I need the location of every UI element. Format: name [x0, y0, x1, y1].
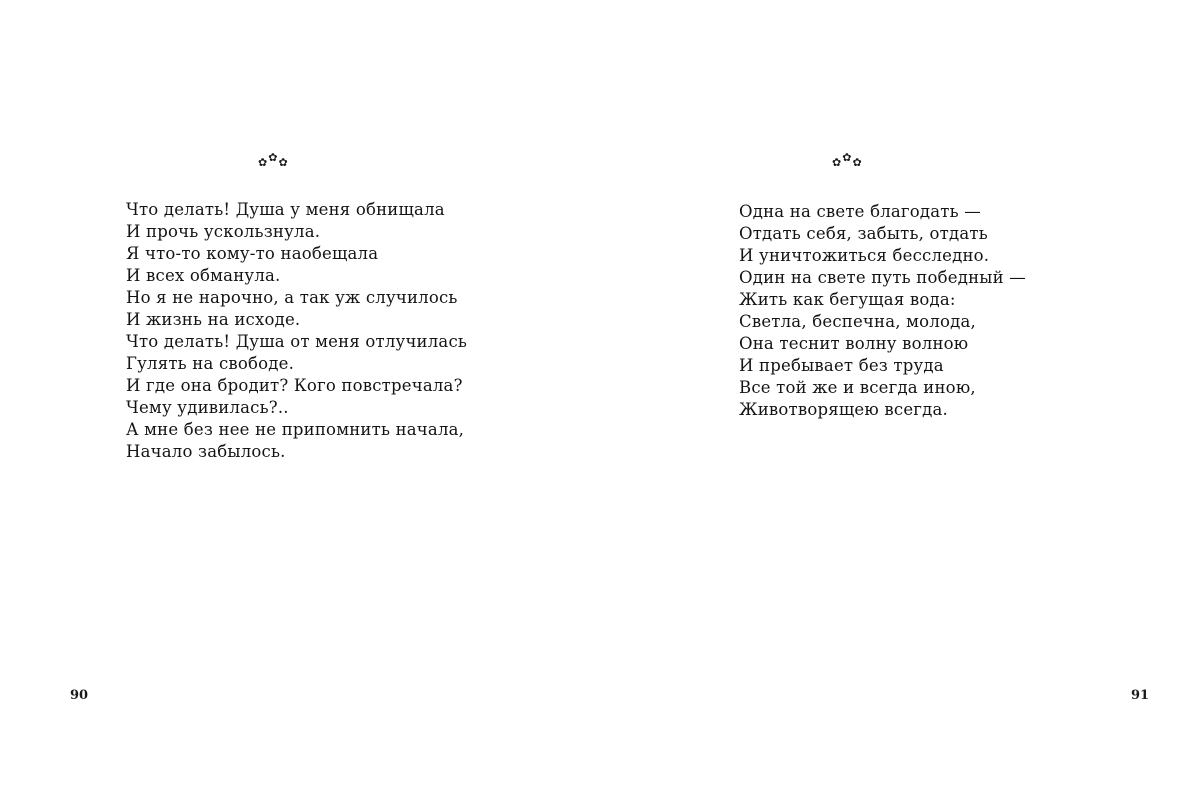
poem-line: Один на свете путь победный —	[739, 268, 1026, 287]
asterism-ornament: ✿✿✿	[832, 151, 863, 169]
poem-line: Одна на свете благодать —	[739, 202, 981, 221]
poem-line: Чему удивилась?..	[126, 398, 289, 417]
poem-line: Что делать! Душа у меня обнищала	[126, 200, 445, 219]
poem-line: И уничтожиться бесследно.	[739, 246, 990, 265]
page-number: 91	[1131, 688, 1150, 703]
poem-line: Отдать себя, забыть, отдать	[739, 224, 988, 243]
poem-line: Что делать! Душа от меня отлучилась	[126, 332, 468, 351]
right-page	[598, 0, 1197, 800]
poem-line: Начало забылось.	[126, 442, 286, 461]
page-number: 90	[70, 688, 89, 703]
poem-line: И прочь ускользнула.	[126, 222, 321, 241]
poem-line: И где она бродит? Кого повстречала?	[126, 376, 463, 395]
poem-line: И всех обманула.	[126, 266, 281, 285]
poem-line: И пребывает без труда	[739, 356, 944, 375]
poem-line: Светла, беспечна, молода,	[739, 312, 976, 331]
asterism-ornament: ✿✿✿	[258, 151, 289, 169]
poem-line: А мне без нее не припомнить начала,	[126, 420, 465, 439]
poem-text	[739, 201, 1026, 421]
poem-text	[126, 199, 467, 463]
poem-line: Она теснит волну волною	[739, 334, 969, 353]
left-page	[0, 0, 598, 800]
poem-line: Но я не нарочно, а так уж случилось	[126, 288, 458, 307]
poem-line: Животворящею всегда.	[739, 400, 948, 419]
poem-line: Гулять на свободе.	[126, 354, 295, 373]
poem-line: Все той же и всегда иною,	[739, 378, 976, 397]
poem-line: И жизнь на исходе.	[126, 310, 301, 329]
poem-line: Жить как бегущая вода:	[739, 290, 956, 309]
poem-line: Я что-то кому-то наобещала	[126, 244, 379, 263]
